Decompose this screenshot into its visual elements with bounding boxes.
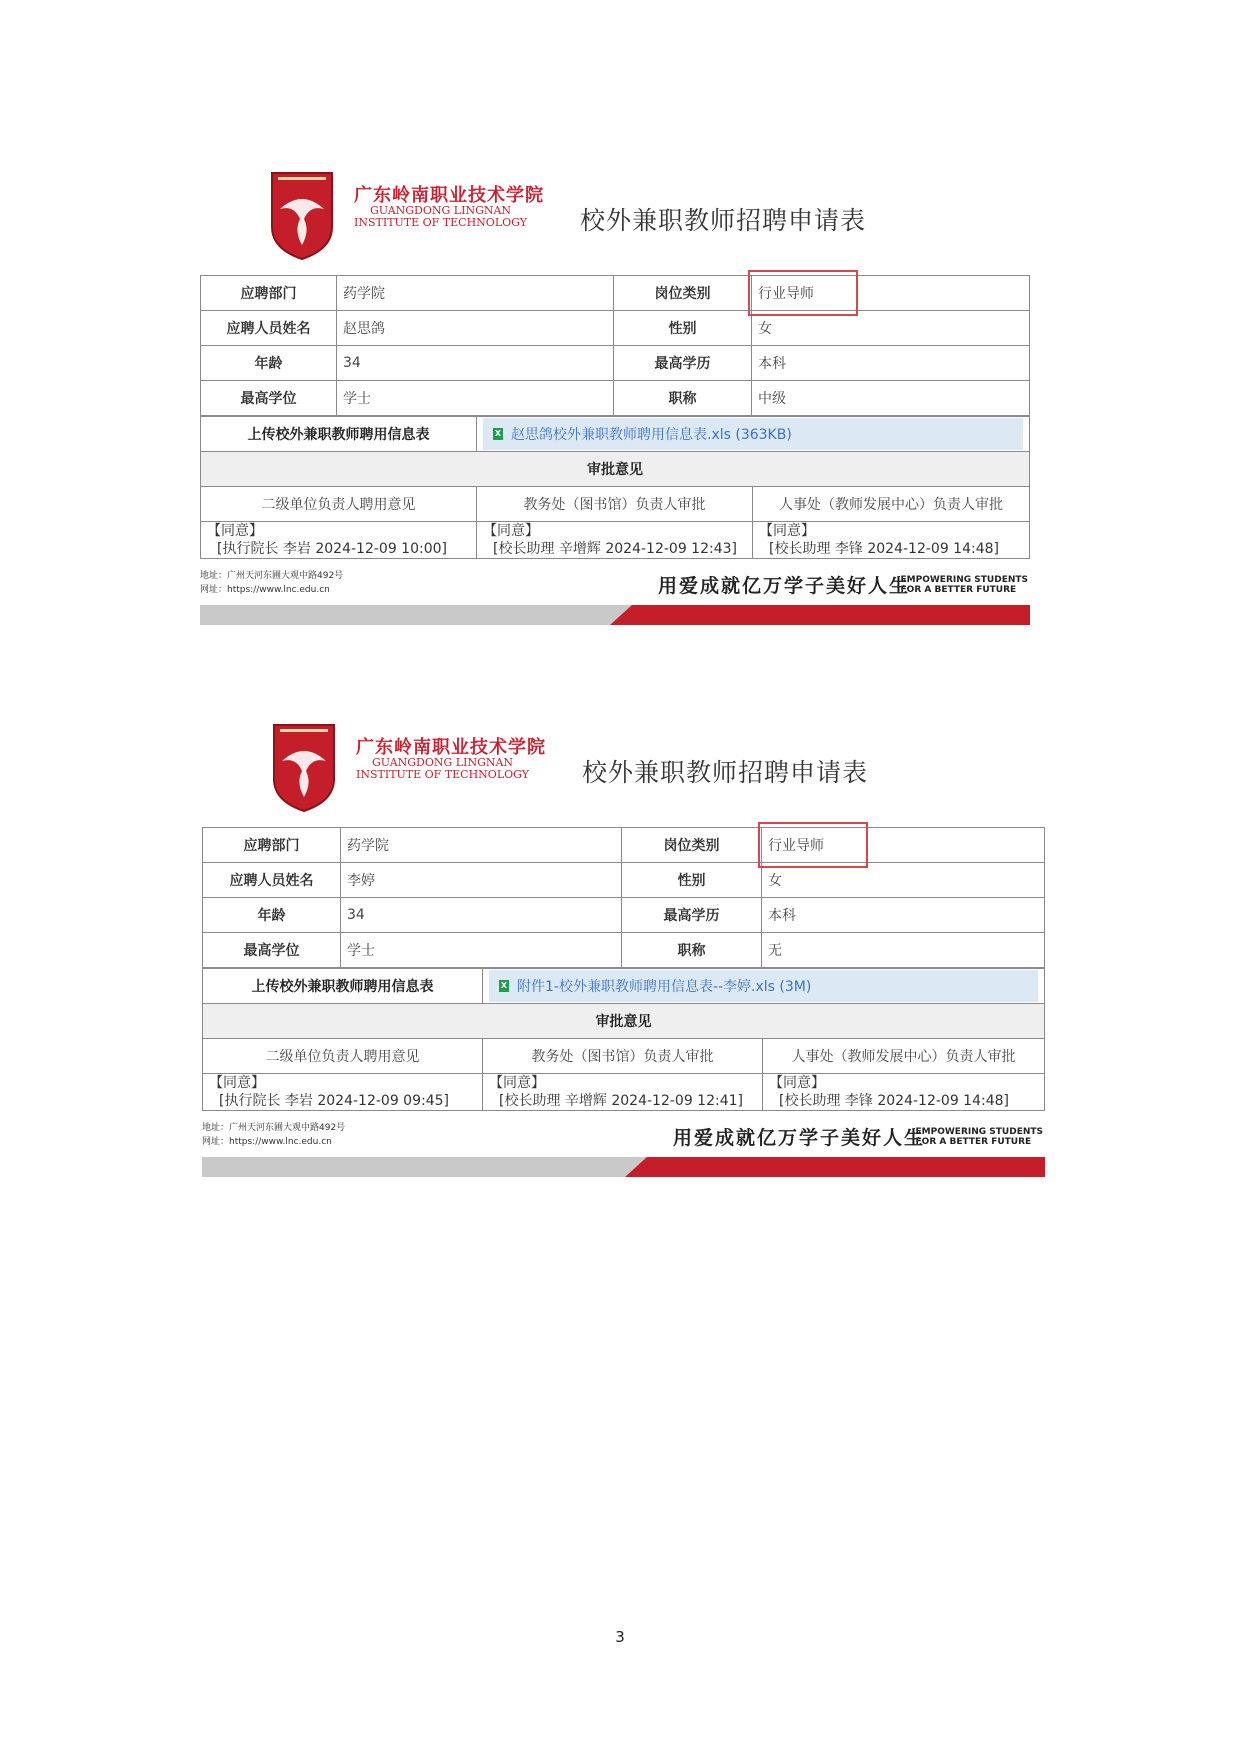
name-label: 应聘人员姓名: [201, 311, 337, 346]
slogan-en-line2: FOR A BETTER FUTURE: [915, 1137, 1032, 1147]
footer-slogan-en: [901, 575, 1028, 595]
form-header: [202, 717, 1045, 827]
table-row: [203, 969, 1045, 1004]
footer-slogan-en: [916, 1127, 1043, 1147]
opinion-detail: [校长助理 李锋 2024-12-09 14:48]: [779, 1093, 1009, 1109]
gender-value: 女: [762, 863, 1045, 898]
table-row: [203, 863, 1045, 898]
table-row: [201, 487, 1030, 522]
application-form-2: [202, 717, 1045, 1183]
dept-value: 药学院: [341, 828, 622, 863]
upload-cell: [483, 969, 1045, 1004]
dept-head-opinion-header: 二级单位负责人聘用意见: [201, 487, 477, 522]
footer-address: 地址：广州天河东圃大观中路492号: [202, 1123, 346, 1133]
dept-value: 药学院: [337, 276, 614, 311]
footer-address: 地址：广州天河东圃大观中路492号: [200, 571, 344, 581]
opinion-status: 【同意】: [769, 1075, 825, 1091]
education-label: 最高学历: [622, 898, 762, 933]
opinion-status: 【同意】: [759, 523, 815, 539]
post-type-cell: [762, 828, 1045, 863]
hr-opinion: [763, 1074, 1045, 1111]
name-label: 应聘人员姓名: [203, 863, 341, 898]
academic-affairs-opinion: [483, 1074, 763, 1111]
opinion-detail: [执行院长 李岩 2024-12-09 10:00]: [217, 541, 447, 557]
degree-label: 最高学位: [201, 381, 337, 416]
table-row: [201, 381, 1030, 416]
opinion-detail: [校长助理 李锋 2024-12-09 14:48]: [769, 541, 999, 557]
opinion-status: 【同意】: [489, 1075, 545, 1091]
dept-label: 应聘部门: [203, 828, 341, 863]
rank-label: 职称: [614, 381, 752, 416]
table-row: [201, 311, 1030, 346]
slogan-en-line2: FOR A BETTER FUTURE: [900, 585, 1017, 595]
education-value: 本科: [752, 346, 1030, 381]
gender-label: 性别: [614, 311, 752, 346]
school-name-en-line1: GUANGDONG LINGNAN: [369, 204, 512, 217]
education-value: 本科: [762, 898, 1045, 933]
table-row: [203, 898, 1045, 933]
academic-affairs-header: 教务处（图书馆）负责人审批: [483, 1039, 763, 1074]
attachment-link[interactable]: [483, 418, 1023, 450]
school-name-cn: 广东岭南职业技术学院: [354, 185, 544, 206]
table-row: [203, 1074, 1045, 1111]
excel-file-icon: X: [494, 429, 502, 438]
approval-table: [200, 416, 1030, 559]
rank-value: 无: [762, 933, 1045, 968]
hr-header: 人事处（教师发展中心）负责人审批: [763, 1039, 1045, 1074]
post-type-cell: [752, 276, 1030, 311]
footer-contact: [202, 1121, 345, 1149]
rank-label: 职称: [622, 933, 762, 968]
opinion-detail: [校长助理 辛增辉 2024-12-09 12:43]: [493, 541, 737, 557]
school-name-en-line1: GUANGDONG LINGNAN: [371, 756, 514, 769]
attachment-filename[interactable]: 附件1-校外兼职教师聘用信息表--李婷.xls (3M): [517, 979, 812, 995]
school-name-cn: 广东岭南职业技术学院: [356, 737, 546, 758]
opinion-detail: [执行院长 李岩 2024-12-09 09:45]: [219, 1093, 449, 1109]
application-form-1: [200, 165, 1030, 631]
table-row: [203, 828, 1045, 863]
school-name-en-line2: INSTITUTE OF TECHNOLOGY: [356, 768, 530, 781]
slogan-en-line1: EMPOWERING STUDENTS: [900, 575, 1028, 585]
degree-value: 学士: [337, 381, 614, 416]
attachment-link[interactable]: [489, 970, 1038, 1002]
footer-band-red: [625, 1157, 1045, 1177]
table-row: [203, 1004, 1045, 1039]
upload-label: 上传校外兼职教师聘用信息表: [203, 969, 483, 1004]
page-number: 3: [615, 1628, 625, 1646]
attachment-filename[interactable]: 赵思鸽校外兼职教师聘用信息表.xls (363KB): [511, 427, 792, 443]
slogan-en-line1: EMPOWERING STUDENTS: [915, 1127, 1043, 1137]
school-name-en: [354, 205, 527, 229]
dept-label: 应聘部门: [201, 276, 337, 311]
education-label: 最高学历: [614, 346, 752, 381]
opinion-status: 【同意】: [483, 523, 539, 539]
footer-website: 网址：https://www.lnc.edu.cn: [202, 1137, 332, 1147]
excel-file-icon: X: [500, 981, 508, 990]
post-type-label: 岗位类别: [614, 276, 752, 311]
post-type-label: 岗位类别: [622, 828, 762, 863]
opinion-status: 【同意】: [207, 523, 263, 539]
school-crest-logo: [272, 721, 336, 813]
footer-slogan: 用爱成就亿万学子美好人生: [657, 575, 910, 597]
footer-band-red: [610, 605, 1030, 625]
opinion-detail: [校长助理 辛增辉 2024-12-09 12:41]: [499, 1093, 743, 1109]
degree-value: 学士: [341, 933, 622, 968]
academic-affairs-opinion: [477, 522, 753, 559]
dept-head-opinion-header: 二级单位负责人聘用意见: [203, 1039, 483, 1074]
age-label: 年龄: [203, 898, 341, 933]
name-value: 李婷: [341, 863, 622, 898]
table-row: [201, 346, 1030, 381]
table-row: [201, 417, 1030, 452]
form-footer: [200, 559, 1030, 631]
footer-contact: [200, 569, 343, 597]
rank-value: 中级: [752, 381, 1030, 416]
approval-table: [202, 968, 1045, 1111]
post-type-value: 行业导师: [768, 838, 824, 854]
age-value: 34: [341, 898, 622, 933]
table-row: [203, 933, 1045, 968]
form-title: 校外兼职教师招聘申请表: [580, 206, 867, 235]
approval-section-heading: 审批意见: [201, 452, 1030, 487]
school-crest-logo: [270, 169, 334, 261]
name-value: 赵思鸽: [337, 311, 614, 346]
upload-label: 上传校外兼职教师聘用信息表: [201, 417, 477, 452]
approval-section-heading: 审批意见: [203, 1004, 1045, 1039]
academic-affairs-header: 教务处（图书馆）负责人审批: [477, 487, 753, 522]
form-title: 校外兼职教师招聘申请表: [582, 758, 869, 787]
degree-label: 最高学位: [203, 933, 341, 968]
applicant-info-table: [202, 827, 1045, 968]
dept-head-opinion: [203, 1074, 483, 1111]
school-name-en-line2: INSTITUTE OF TECHNOLOGY: [354, 216, 528, 229]
table-row: [201, 276, 1030, 311]
form-footer: [202, 1111, 1045, 1183]
post-type-value: 行业导师: [758, 286, 814, 302]
opinion-status: 【同意】: [209, 1075, 265, 1091]
age-label: 年龄: [201, 346, 337, 381]
hr-opinion: [753, 522, 1030, 559]
school-name-en: [356, 757, 529, 781]
form-header: [200, 165, 1030, 275]
hr-header: 人事处（教师发展中心）负责人审批: [753, 487, 1030, 522]
footer-website: 网址：https://www.lnc.edu.cn: [200, 585, 330, 595]
footer-slogan: 用爱成就亿万学子美好人生: [672, 1127, 925, 1149]
table-row: [203, 1039, 1045, 1074]
gender-label: 性别: [622, 863, 762, 898]
dept-head-opinion: [201, 522, 477, 559]
table-row: [201, 522, 1030, 559]
applicant-info-table: [200, 275, 1030, 416]
gender-value: 女: [752, 311, 1030, 346]
age-value: 34: [337, 346, 614, 381]
table-row: [201, 452, 1030, 487]
upload-cell: [477, 417, 1030, 452]
